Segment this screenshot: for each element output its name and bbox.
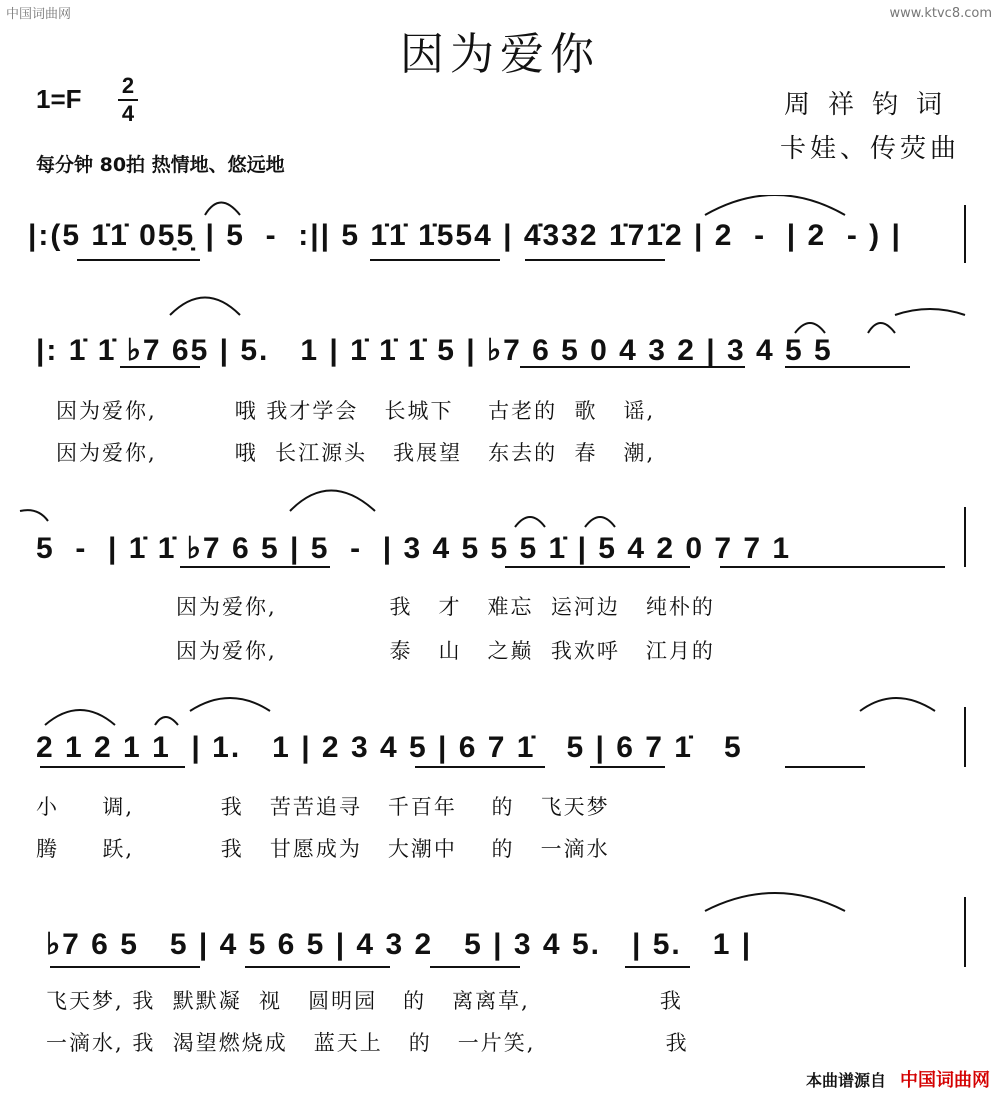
row-5-verse-2: 一滴水, 我 渴望燃烧成 蓝天上 的 一片笑, 我	[46, 1031, 689, 1055]
watermark-left: 中国词曲网	[6, 7, 72, 22]
row-4-notes: 2 1 2 1 1 | 1. 1 | 2 3 4 5 | 6 7 1̇ 5 | 6 7 1̇ 5	[36, 731, 743, 764]
key-signature: 1=F	[36, 84, 82, 114]
row-5-verse-1: 飞天梦, 我 默默凝 视 圆明园 的 离离草, 我	[46, 989, 683, 1013]
score-row-3	[0, 475, 1000, 675]
song-title: 因为爱你	[400, 29, 600, 80]
row-2-verse-1: 因为爱你, 哦 我才学会 长城下 古老的 歌 谣,	[56, 399, 656, 423]
row-1-notes: |:(5 1̇1̇ 05̣5̣ | 5 - :|| 5 1̇1̇ 1̇554 | 4̇332 1̇71̇2 | 2 - | 2 - ) |	[28, 219, 902, 252]
score-row-5	[0, 875, 1000, 1065]
score-row-4	[0, 675, 1000, 875]
row-3-verse-1: 因为爱你, 我 才 难忘 运河边 纯朴的	[176, 595, 715, 619]
score-row-2	[0, 285, 1000, 475]
tempo-marking: 每分钟 80拍 热情地、悠远地	[36, 154, 285, 176]
composer-credit: 卡娃、传荧曲	[779, 134, 960, 164]
footer-brand[interactable]: 中国词曲网	[900, 1070, 990, 1091]
row-2-notes: |: 1̇ 1̇ ♭7 65 | 5. 1 | 1̇ 1̇ 1̇ 5 | ♭7 6 5 0 4 3 2 | 3 4 5 5	[36, 334, 833, 367]
time-signature-bottom: 4	[121, 101, 135, 126]
lyricist-credit: 周祥钧词	[783, 90, 960, 120]
watermark-right: www.ktvc8.com	[889, 6, 992, 21]
row-3-notes: 5 - | 1̇ 1̇ ♭7 6 5 | 5 - | 3 4 5 5 5 1̇ | 5 4 2 0 7 7 1	[36, 532, 792, 565]
row-3-verse-2: 因为爱你, 泰 山 之巅 我欢呼 江月的	[176, 639, 715, 663]
row-4-verse-1: 小 调, 我 苦苦追寻 千百年 的 飞天梦	[36, 795, 610, 819]
row-5-notes: ♭7 6 5 5 | 4 5 6 5 | 4 3 2 5 | 3 4 5. | 5. 1 |	[46, 928, 753, 961]
row-2-verse-2: 因为爱你, 哦 长江源头 我展望 东去的 春 潮,	[56, 441, 656, 465]
footer-source-text: 本曲谱源自	[805, 1071, 886, 1090]
row-4-verse-2: 腾 跃, 我 甘愿成为 大潮中 的 一滴水	[36, 837, 610, 861]
time-signature	[118, 74, 138, 126]
footer-source	[806, 1066, 990, 1092]
score-row-1	[0, 195, 1000, 285]
time-signature-top: 2	[121, 73, 135, 98]
